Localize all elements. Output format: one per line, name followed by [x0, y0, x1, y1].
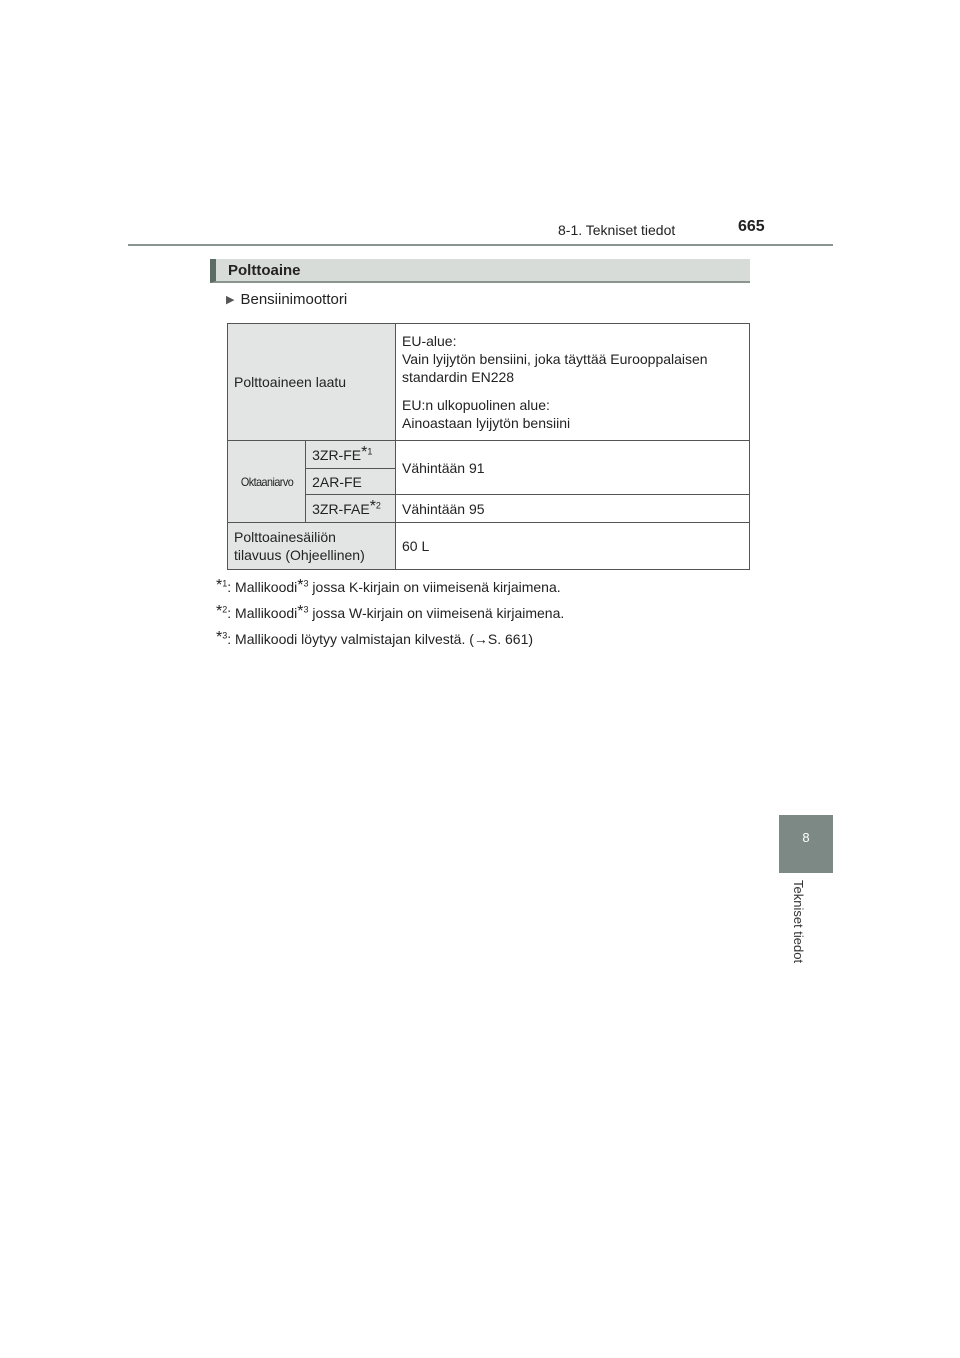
eu-region-text: Vain lyijytön bensiini, joka täyttää Eurooppalaisen standardin EN228 — [402, 351, 708, 385]
octane-label: Oktaaniarvo — [240, 475, 293, 489]
triangle-bullet-icon: ▶ — [226, 294, 235, 306]
header-section-title: 8-1. Tekniset tiedot — [558, 222, 676, 238]
octane-label-cell — [228, 441, 306, 523]
subheading — [226, 291, 347, 308]
fuel-quality-value — [396, 324, 750, 441]
tank-capacity-label: Polttoainesäiliön tilavuus (Ohjeellinen) — [228, 523, 396, 570]
octane-value-95: Vähintään 95 — [396, 495, 750, 523]
footnote-2: *$^2$: Mallikoodi*$^3$ jossa W-kirjain on viimeisenä kirjaimena. — [216, 603, 565, 621]
engine-2ar-fe: 2AR-FE — [306, 469, 396, 495]
header-divider — [128, 244, 833, 246]
eu-region-label: EU-alue: — [402, 333, 457, 349]
engine-3zr-fe: 3ZR-FE*$^1$ — [306, 441, 396, 469]
non-eu-region-label: EU:n ulkopuolinen alue: — [402, 397, 550, 413]
octane-value-91: Vähintään 91 — [396, 441, 750, 495]
table-row — [228, 441, 750, 469]
section-title: Polttoaine — [228, 262, 301, 279]
table-row — [228, 523, 750, 570]
chapter-tab-label: Tekniset tiedot — [791, 880, 806, 964]
chapter-tab: 8 — [779, 815, 833, 873]
section-title-bar — [210, 259, 750, 283]
page-number: 665 — [738, 218, 765, 235]
tank-capacity-value: 60 L — [396, 523, 750, 570]
engine-3zr-fae: 3ZR-FAE*$^2$ — [306, 495, 396, 523]
non-eu-region-text: Ainoastaan lyijytön bensiini — [402, 415, 571, 431]
table-row — [228, 324, 750, 441]
subheading-text: Bensiinimoottori — [240, 291, 348, 308]
footnote-1: *$^1$: Mallikoodi*$^3$ jossa K-kirjain on viimeisenä kirjaimena. — [216, 577, 561, 595]
footnote-3: *$^3$: Mallikoodi löytyy valmistajan kilvestä. (→S. 661) — [216, 629, 534, 647]
fuel-spec-table — [227, 323, 750, 570]
fuel-quality-label: Polttoaineen laatu — [228, 324, 396, 441]
table-row — [228, 495, 750, 523]
